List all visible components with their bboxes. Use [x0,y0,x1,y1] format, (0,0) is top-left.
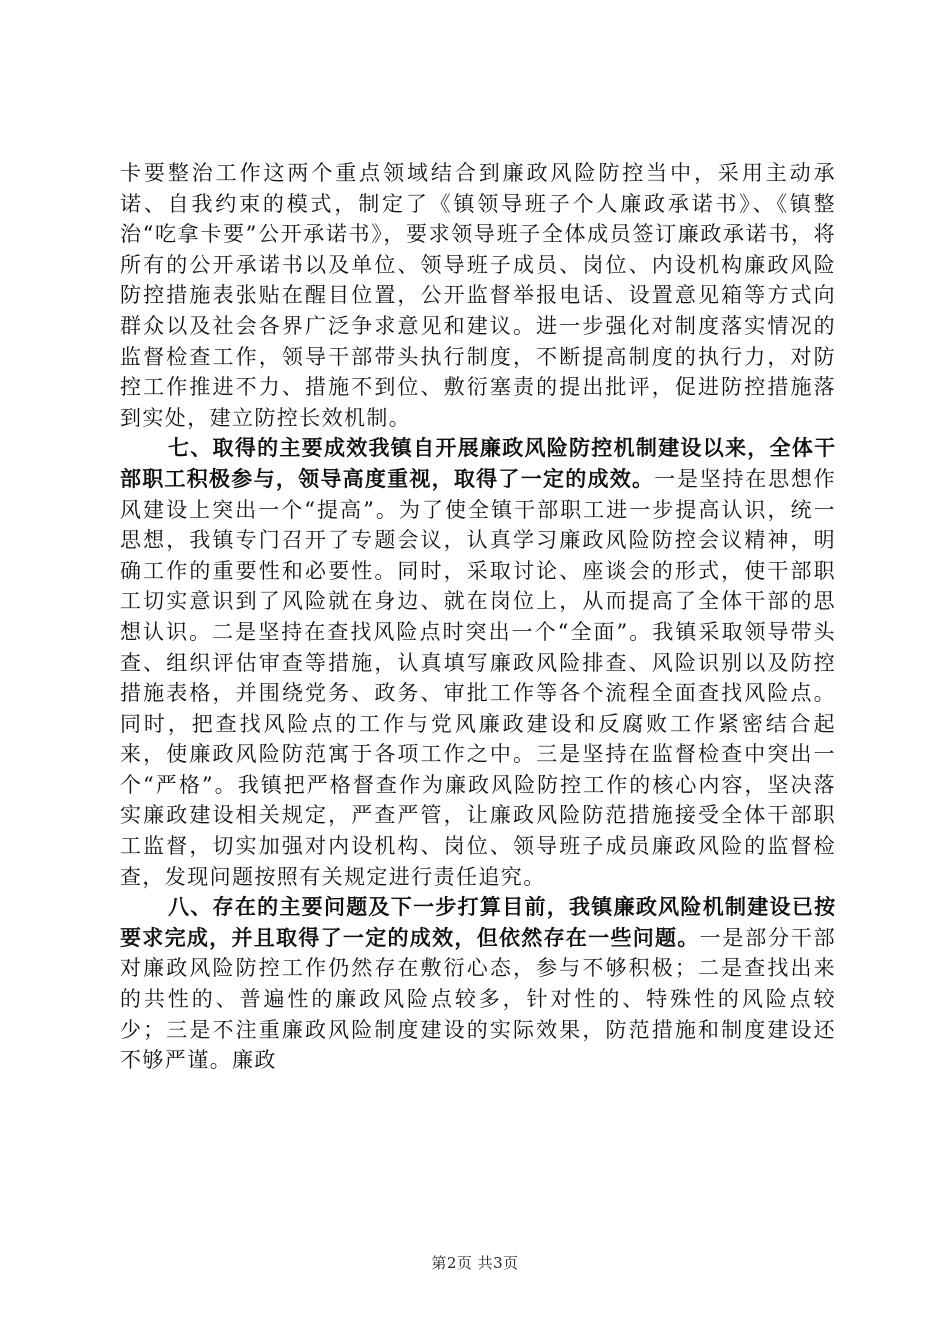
paragraph-3-text: 一是部分干部对廉政风险防控工作仍然存在敷衍心态，参与不够积极；二是查找出来的共性的、普遍性的廉政风险点较多，针对性的、特殊性的风险点较少；三是不注重廉政风险制度建设的实际效果，防范措施和制度建设还不够严谨。廉政 [120,925,836,1073]
page-number-footer: 第2页 共3页 [431,1254,519,1272]
section-8-heading: 八、存在的主要问题及下一步打算目前，我镇廉政风险机制建设已按要求完成，并且取得了一定的成效，但依然存在一些问题。 [120,895,836,950]
paragraph-3 [120,892,836,1076]
paragraph-2-text: 一是坚持在思想作风建设上突出一个“提高”。为了使全镇干部职工进一步提高认识，统一思想，我镇专门召开了专题会议，认真学习廉政风险防控会议精神，明确工作的重要性和必要性。同时，采取讨论、座谈会的形式，使干部职工切实意识到了风险就在身边、就在岗位上，从而提高了全体干部的思想认识。二是坚持在查找风险点时突出一个“全面”。我镇采取领导带头查、组织评估审查等措施，认真填写廉政风险排查、风险识别以及防控措施表格，并围绕党务、政务、审批工作等各个流程全面查找风险点。同时，把查找风险点的工作与党风廉政建设和反腐败工作紧密结合起来，使廉政风险防范寓于各项工作之中。三是坚持在监督检查中突出一个“严格”。我镇把严格督查作为廉政风险防控工作的核心内容，坚决落实廉政建设相关规定，严查严管，让廉政风险防范措施接受全体干部职工监督，切实加强对内设机构、岗位、领导班子成员廉政风险的监督检查，发现问题按照有关规定进行责任追究。 [120,466,836,889]
document-body [120,158,836,1076]
paragraph-1-text: 卡要整治工作这两个重点领域结合到廉政风险防控当中，采用主动承诺、自我约束的模式，制定了《镇领导班子个人廉政承诺书》、《镇整治“吃拿卡要”公开承诺书》，要求领导班子全体成员签订廉政承诺书，将所有的公开承诺书以及单位、领导班子成员、岗位、内设机构廉政风险防控措施表张贴在醒目位置，公开监督举报电话、设置意见箱等方式向群众以及社会各界广泛争求意见和建议。进一步强化对制度落实情况的监督检查工作，领导干部带头执行制度，不断提高制度的执行力，对防控工作推进不力、措施不到位、敷衍塞责的提出批评，促进防控措施落到实处，建立防控长效机制。 [120,161,836,430]
paragraph-2 [120,433,836,892]
paragraph-1 [120,158,836,433]
section-7-heading: 七、取得的主要成效我镇自开展廉政风险防控机制建设以来，全体干部职工积极参与，领导高度重视，取得了一定的成效。 [120,436,836,491]
